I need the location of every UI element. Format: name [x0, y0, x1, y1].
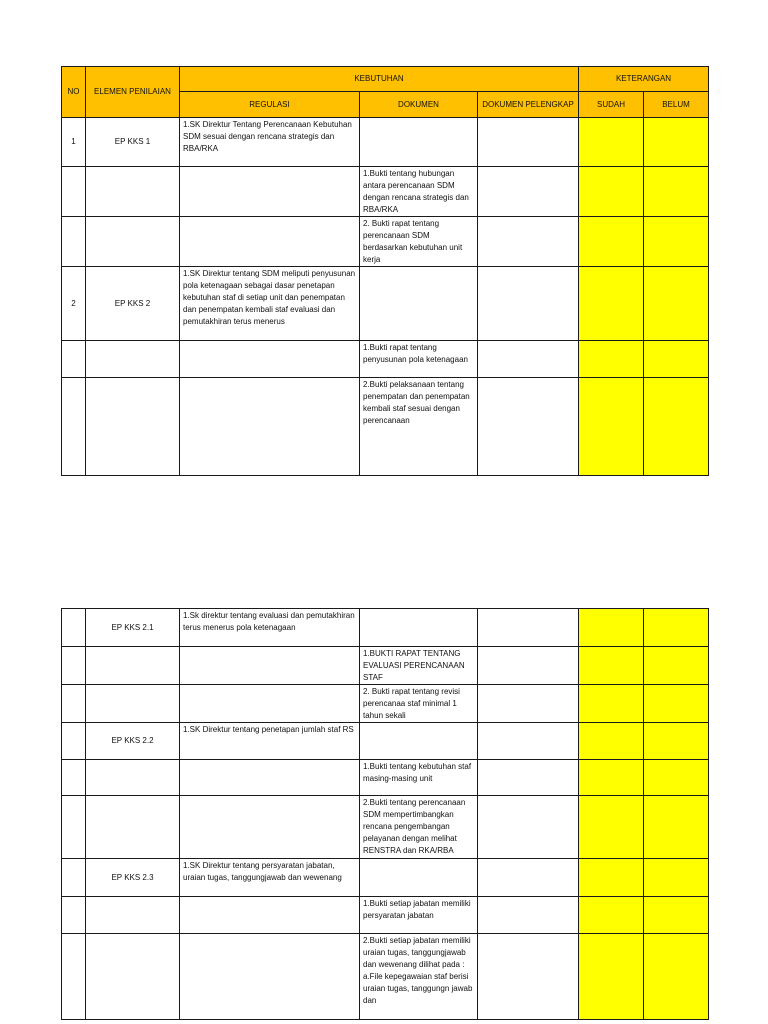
cell-sudah — [579, 378, 644, 476]
cell-no — [62, 723, 86, 760]
cell-sudah — [579, 859, 644, 897]
cell-dokumen: 1.BUKTI RAPAT TENTANG EVALUASI PERENCANAAN STAF — [360, 647, 478, 685]
cell-elemen-penilaian — [86, 897, 180, 934]
header-keterangan: KETERANGAN — [579, 67, 709, 92]
cell-dokumen-pelengkap — [478, 897, 579, 934]
table-row — [62, 859, 709, 897]
cell-dokumen: 2. Bukti rapat tentang revisi perencanaa staf minimal 1 tahun sekali — [360, 685, 478, 723]
cell-regulasi — [180, 341, 360, 378]
cell-regulasi: 1.SK Direktur Tentang Perencanaan Kebutuhan SDM sesuai dengan rencana strategis dan RBA/RKA — [180, 118, 360, 167]
cell-belum — [644, 796, 709, 859]
cell-dokumen: 2.Bukti setiap jabatan memiliki uraian tugas, tanggungjawab dan wewenang dilihat pada : a.File kepegawaian staf berisi uraian tugas, tanggungn jawab dan — [360, 934, 478, 1020]
cell-no — [62, 934, 86, 1020]
table-row — [62, 934, 709, 1020]
cell-dokumen-pelengkap — [478, 647, 579, 685]
cell-no — [62, 685, 86, 723]
cell-dokumen: 2.Bukti tentang perencanaan SDM mempertimbangkan rencana pengembangan pelayanan dengan melihat RENSTRA dan RKA/RBA — [360, 796, 478, 859]
header-dokumen-pelengkap: DOKUMEN PELENGKAP — [478, 92, 579, 118]
table-row — [62, 378, 709, 476]
cell-dokumen-pelengkap — [478, 341, 579, 378]
cell-no — [62, 609, 86, 647]
cell-belum — [644, 859, 709, 897]
cell-sudah — [579, 217, 644, 267]
cell-regulasi — [180, 897, 360, 934]
cell-elemen-penilaian: EP KKS 2 — [86, 267, 180, 341]
table-row — [62, 167, 709, 217]
cell-regulasi — [180, 934, 360, 1020]
table-row — [62, 897, 709, 934]
cell-regulasi — [180, 685, 360, 723]
cell-elemen-penilaian — [86, 796, 180, 859]
cell-belum — [644, 897, 709, 934]
cell-sudah — [579, 723, 644, 760]
cell-elemen-penilaian — [86, 934, 180, 1020]
cell-belum — [644, 341, 709, 378]
cell-regulasi: 1.Sk direktur tentang evaluasi dan pemutakhiran terus menerus pola ketenagaan — [180, 609, 360, 647]
cell-regulasi: 1.SK Direktur tentang persyaratan jabatan, uraian tugas, tanggungjawab dan wewenang — [180, 859, 360, 897]
cell-regulasi: 1.SK Direktur tentang penetapan jumlah staf RS — [180, 723, 360, 760]
cell-sudah — [579, 897, 644, 934]
table-row — [62, 723, 709, 760]
cell-sudah — [579, 267, 644, 341]
cell-dokumen: 2. Bukti rapat tentang perencanaan SDM berdasarkan kebutuhan unit kerja — [360, 217, 478, 267]
cell-elemen-penilaian — [86, 341, 180, 378]
cell-sudah — [579, 796, 644, 859]
table-row — [62, 685, 709, 723]
cell-dokumen — [360, 267, 478, 341]
cell-belum — [644, 118, 709, 167]
cell-dokumen-pelengkap — [478, 859, 579, 897]
cell-belum — [644, 267, 709, 341]
cell-elemen-penilaian: EP KKS 1 — [86, 118, 180, 167]
header-no: NO — [62, 67, 86, 118]
header-elemen-penilaian: ELEMEN PENILAIAN — [86, 67, 180, 118]
cell-elemen-penilaian: EP KKS 2.3 — [86, 859, 180, 897]
cell-belum — [644, 934, 709, 1020]
header-sudah: SUDAH — [579, 92, 644, 118]
cell-belum — [644, 217, 709, 267]
cell-sudah — [579, 167, 644, 217]
cell-regulasi — [180, 760, 360, 796]
cell-dokumen-pelengkap — [478, 167, 579, 217]
cell-dokumen: 1.Bukti rapat tentang penyusunan pola ketenagaan — [360, 341, 478, 378]
cell-dokumen — [360, 609, 478, 647]
cell-sudah — [579, 341, 644, 378]
cell-dokumen — [360, 859, 478, 897]
table-row — [62, 217, 709, 267]
cell-no — [62, 647, 86, 685]
table-row — [62, 118, 709, 167]
cell-elemen-penilaian — [86, 685, 180, 723]
cell-regulasi — [180, 647, 360, 685]
cell-dokumen-pelengkap — [478, 118, 579, 167]
cell-belum — [644, 723, 709, 760]
cell-belum — [644, 760, 709, 796]
cell-dokumen-pelengkap — [478, 378, 579, 476]
cell-no — [62, 167, 86, 217]
cell-sudah — [579, 609, 644, 647]
table-row — [62, 267, 709, 341]
cell-regulasi — [180, 167, 360, 217]
cell-belum — [644, 167, 709, 217]
cell-elemen-penilaian — [86, 378, 180, 476]
cell-sudah — [579, 118, 644, 167]
assessment-table-2 — [61, 608, 709, 1020]
cell-dokumen-pelengkap — [478, 685, 579, 723]
cell-elemen-penilaian: EP KKS 2.1 — [86, 609, 180, 647]
cell-belum — [644, 685, 709, 723]
cell-dokumen-pelengkap — [478, 934, 579, 1020]
cell-belum — [644, 378, 709, 476]
cell-regulasi: 1.SK Direktur tentang SDM meliputi penyusunan pola ketenagaan sebagai dasar penetapan kebutuhan staf di setiap unit dan penempatan dan penempatan kembali staf evaluasi dan pemutakhiran terus menerus — [180, 267, 360, 341]
cell-sudah — [579, 685, 644, 723]
header-regulasi: REGULASI — [180, 92, 360, 118]
cell-dokumen: 1.Bukti setiap jabatan memiliki persyaratan jabatan — [360, 897, 478, 934]
cell-no: 1 — [62, 118, 86, 167]
cell-no — [62, 760, 86, 796]
cell-belum — [644, 647, 709, 685]
cell-sudah — [579, 647, 644, 685]
cell-elemen-penilaian — [86, 167, 180, 217]
cell-belum — [644, 609, 709, 647]
cell-dokumen-pelengkap — [478, 217, 579, 267]
cell-sudah — [579, 934, 644, 1020]
table-row — [62, 760, 709, 796]
cell-no — [62, 217, 86, 267]
cell-elemen-penilaian — [86, 760, 180, 796]
header-belum: BELUM — [644, 92, 709, 118]
table-row — [62, 609, 709, 647]
assessment-table-1 — [61, 66, 709, 476]
cell-dokumen: 1.Bukti tentang hubungan antara perencanaan SDM dengan rencana strategis dan RBA/RKA — [360, 167, 478, 217]
cell-dokumen-pelengkap — [478, 760, 579, 796]
cell-dokumen — [360, 118, 478, 167]
table-row — [62, 341, 709, 378]
cell-no — [62, 378, 86, 476]
cell-dokumen — [360, 723, 478, 760]
cell-no — [62, 859, 86, 897]
cell-dokumen: 1.Bukti tentang kebutuhan staf masing-masing unit — [360, 760, 478, 796]
cell-dokumen-pelengkap — [478, 796, 579, 859]
cell-dokumen-pelengkap — [478, 609, 579, 647]
cell-sudah — [579, 760, 644, 796]
table-row — [62, 796, 709, 859]
cell-dokumen: 2.Bukti pelaksanaan tentang penempatan dan penempatan kembali staf sesuai dengan perencanaan — [360, 378, 478, 476]
header-kebutuhan: KEBUTUHAN — [180, 67, 579, 92]
cell-elemen-penilaian: EP KKS 2.2 — [86, 723, 180, 760]
cell-elemen-penilaian — [86, 647, 180, 685]
cell-dokumen-pelengkap — [478, 267, 579, 341]
cell-dokumen-pelengkap — [478, 723, 579, 760]
cell-no — [62, 796, 86, 859]
cell-regulasi — [180, 378, 360, 476]
cell-elemen-penilaian — [86, 217, 180, 267]
table-row — [62, 647, 709, 685]
cell-no — [62, 897, 86, 934]
cell-regulasi — [180, 217, 360, 267]
cell-regulasi — [180, 796, 360, 859]
cell-no: 2 — [62, 267, 86, 341]
cell-no — [62, 341, 86, 378]
header-dokumen: DOKUMEN — [360, 92, 478, 118]
